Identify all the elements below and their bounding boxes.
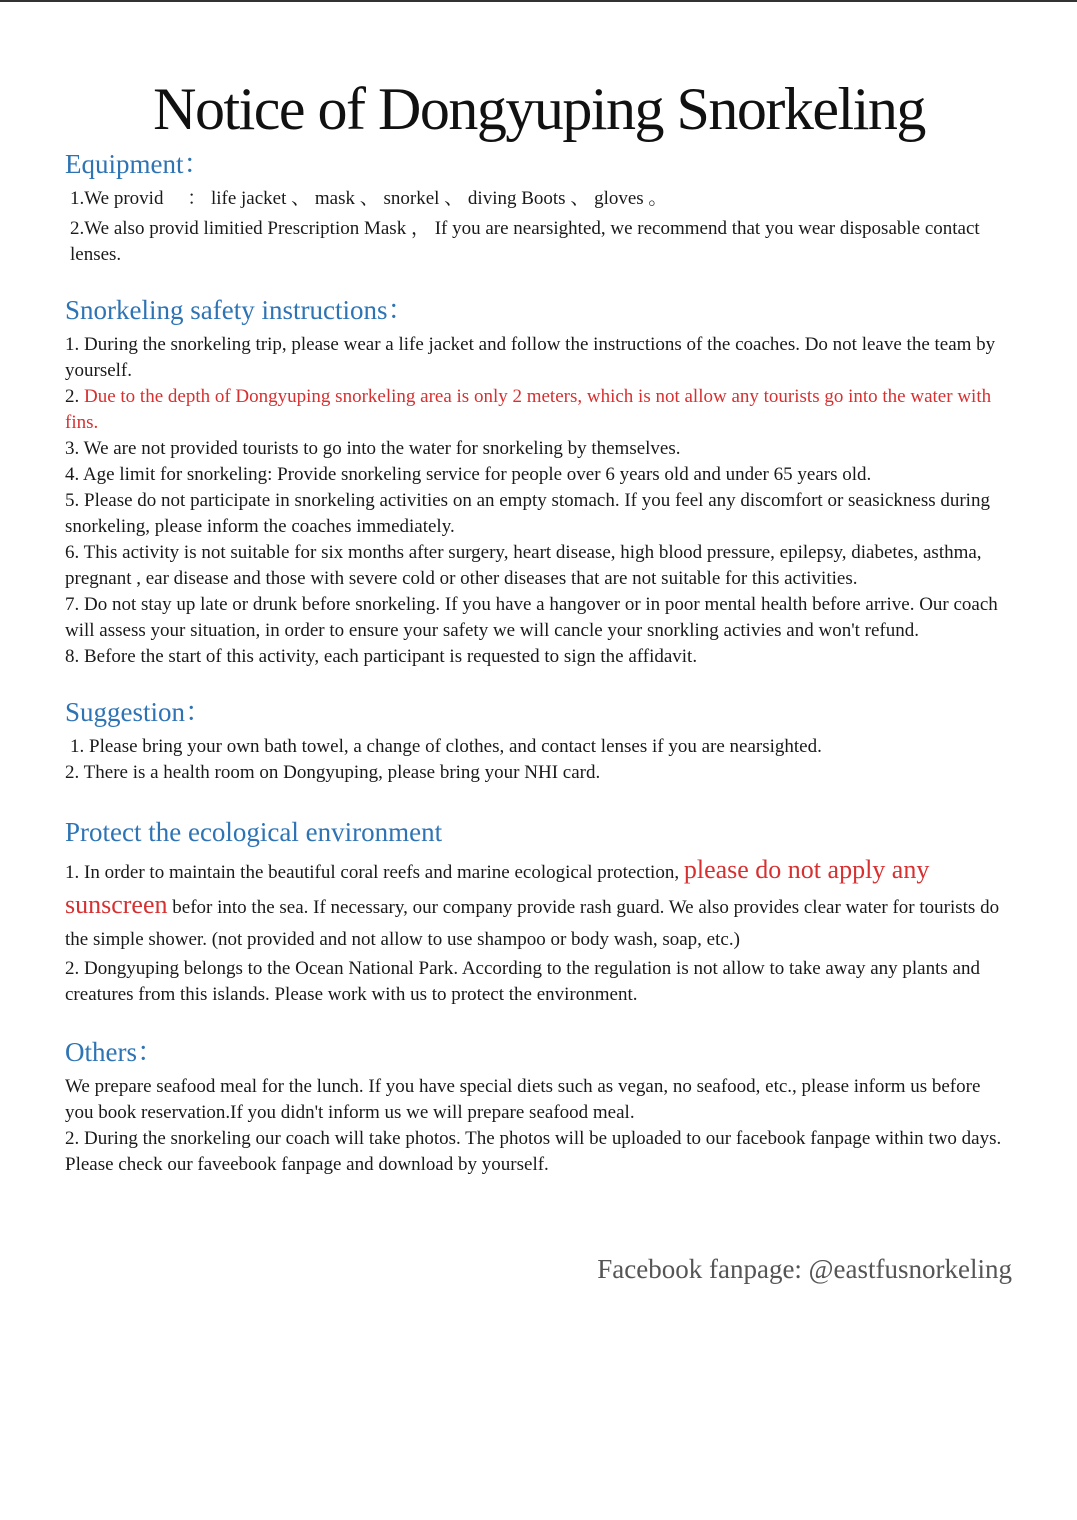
safety-item-2	[65, 384, 1013, 436]
eco-item-1	[65, 854, 1013, 956]
equipment-line-1: 1.We provid ： life jacket 、 mask 、 snorkel 、 diving Boots 、 gloves 。	[70, 188, 668, 209]
suggestion-item-1: 1. Please bring your own bath towel, a change of clothes, and contact lenses if you are nearsighted.	[70, 736, 822, 757]
safety-item-6: 6. This activity is not suitable for six months after surgery, heart disease, high blood pressure, epilepsy, diabetes, asthma, pregnant , ear disease and those with severe cold or other diseases that are not suitable for this activities.	[65, 542, 982, 589]
safety-item-5: 5. Please do not participate in snorkeling activities on an empty stomach. If you feel any discomfort or seasickness during snorkeling, please inform the coaches immediately.	[65, 490, 990, 537]
eco-section	[65, 816, 1013, 1008]
equipment-line-2	[65, 216, 1013, 268]
top-border-line	[0, 0, 1077, 2]
safety-item-2-number: 2.	[65, 386, 84, 407]
others-heading: Others：	[65, 1037, 164, 1067]
safety-item-2-warning: Due to the depth of Dongyuping snorkeling area is only 2 meters, which is not allow any tourists go into the water with fins.	[65, 386, 992, 433]
others-item-1: We prepare seafood meal for the lunch. If you have special diets such as vegan, no seafood, etc., please inform us before you book reservation.If you didn't inform us we will prepare seafood meal.	[65, 1076, 981, 1123]
safety-item-8: 8. Before the start of this activity, each participant is requested to sign the affidavit.	[65, 646, 698, 667]
safety-item-3: 3. We are not provided tourists to go into the water for snorkeling by themselves.	[65, 438, 681, 459]
equipment-heading: Equipment：	[65, 149, 211, 179]
suggestion-item-2: 2. There is a health room on Dongyuping, please bring your NHI card.	[65, 762, 601, 783]
safety-section	[65, 294, 1013, 670]
eco-sunscreen-warning: please do not apply any sunscreen	[65, 855, 930, 919]
safety-item-4: 4. Age limit for snorkeling: Provide snorkeling service for people over 6 years old and under 65 years old.	[65, 464, 872, 485]
eco-item-2: 2. Dongyuping belongs to the Ocean National Park. According to the regulation is not allow to take away any plants and creatures from this islands. Please work with us to protect the environment.	[65, 958, 980, 1005]
eco-heading: Protect the ecological environment	[65, 817, 443, 847]
safety-item-1: 1. During the snorkeling trip, please wear a life jacket and follow the instructions of the coaches. Do not leave the team by yourself.	[65, 334, 996, 381]
others-section	[65, 1036, 1013, 1178]
suggestion-heading: Suggestion：	[65, 697, 213, 727]
safety-heading: Snorkeling safety instructions：	[65, 295, 415, 325]
page-title: Notice of Dongyuping Snorkeling	[153, 76, 925, 142]
suggestion-section	[65, 696, 1013, 786]
equipment-section	[65, 148, 1013, 268]
facebook-fanpage-label: Facebook fanpage: @eastfusnorkeling	[597, 1254, 1012, 1284]
others-item-2: 2. During the snorkeling our coach will take photos. The photos will be uploaded to our facebook fanpage within two days. Please check our faveebook fanpage and download by yourself.	[65, 1128, 1002, 1175]
equipment-line-2-text: 2.We also provid limitied Prescription Mask ， If you are nearsighted, we recommend that you wear disposable contact lenses.	[70, 218, 980, 265]
eco-item-1-text: 1. In order to maintain the beautiful coral reefs and marine ecological protection,	[65, 862, 684, 883]
eco-item-1-rest: befor into the sea. If necessary, our company provide rash guard. We also provides clear water for tourists do the simple shower. (not provided and not allow to use shampoo or body wash, soap, etc.)	[65, 897, 1000, 950]
notice-document	[65, 72, 1013, 1178]
safety-item-7: 7. Do not stay up late or drunk before snorkeling. If you have a hangover or in poor mental health before arrive. Our coach will assess your situation, in order to ensure your safety we will cancle your snorkling activies and won't refund.	[65, 594, 998, 641]
